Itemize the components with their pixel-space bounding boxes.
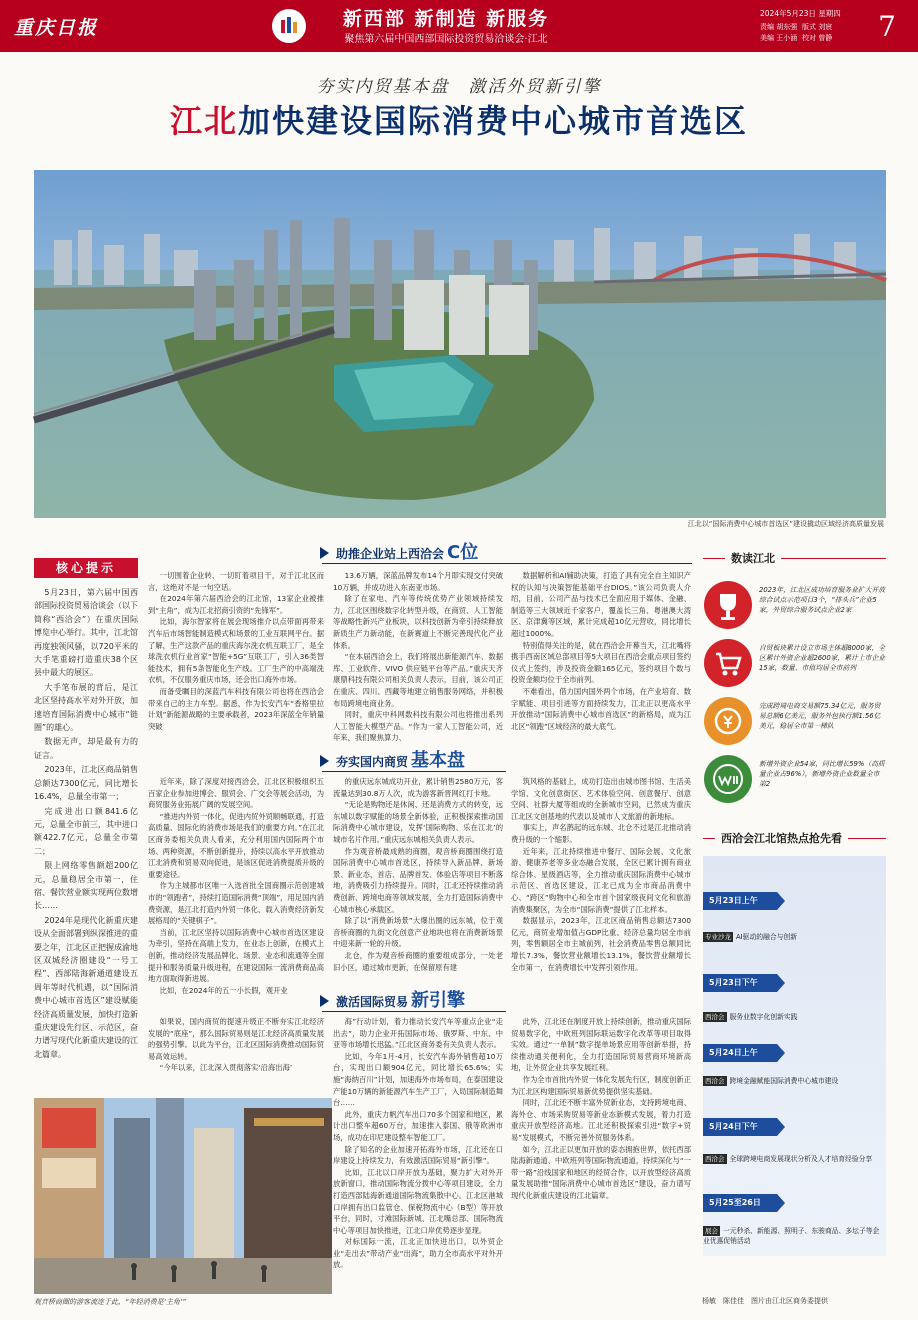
article-column — [333, 776, 503, 984]
section-heading-text: 夯实国内商贸 — [336, 755, 409, 769]
section-heading-text: 激活国际贸易 — [336, 995, 409, 1009]
section-heading-accent: 基本盘 — [411, 750, 466, 771]
article-paragraph: 如果说，国内商贸的提速升级正不断夯实江北经济发展的“底座”，那么国际贸易则是江北经济高质量发展的强势引擎。以此为平台，江北区国际消费推动国际贸易高效运转。 — [148, 1017, 324, 1061]
core-paragraph: 大手笔布展的背后，是江北区坚持高水平对外开放，加速培育国际消费中心城市“链圈”的雄心。 — [34, 682, 138, 733]
section-heading-2 — [322, 750, 506, 772]
article-paragraph: 比如，今年1月-4月，长安汽车海外销售超10万台，实现出口额904亿元，同比增长65.6%；实施“海纳百川”计划，加速海外市场布局，在泰国建设产能10万辆的新能源汽车生产工厂，入局国际制造舞台…… — [333, 1051, 503, 1108]
article-paragraph: “今年以来，江北深入贯彻落实‘沿海出海’ — [159, 1063, 293, 1073]
core-tip-label: 核心提示 — [34, 558, 138, 578]
editor-credit: 版式 刘宸 — [802, 23, 833, 31]
article-column — [148, 776, 324, 995]
schedule-venue: 西洽会 — [705, 1077, 725, 1085]
article-paragraph: 数据解析和AI辅助决策，打造了具有完全自主知识产权的认知与决策智能基础平台DIOS。”该公司负责人介绍，目前，公司产品与技术已全面应用于媒体、金融、制造等三大领域近千家客户，覆盖长三角、粤港澳大湾区、京津冀等区域，累计完成超10亿元营收，同比增长超过1000%。 — [511, 571, 691, 638]
article-paragraph: 除了以“消费新场景”大爆出圈的远东城，位于观音桥商圈的九街文化创意产业地块也将在消费新场景中迎来新一轮的升级。 — [333, 916, 503, 949]
hero-caption: 江北以“国际消费中心城市首选区”建设撬动区域经济高质量发展 — [687, 520, 884, 528]
data-card-text: 新增外资企业54家，同比增长59%（高质量企业占96%），新增外资企业数量全市第2 — [759, 760, 885, 788]
article-paragraph: “无论是购物还是休闲、还是消费方式的转变，远东城以数字赋能的场景全新体验，正积极探索推动国际消费中心城市建设，发挥‘国际购物、乐在江北’的城市名片作用。”重庆远东城相关负责人表示。 — [333, 800, 503, 844]
schedule-date: 5月24日上午 — [703, 1044, 777, 1062]
cart-icon — [703, 638, 753, 688]
masthead — [0, 0, 918, 52]
headline-highlight: 江北 — [169, 102, 238, 140]
core-paragraph: 完成进出口额841.6亿元，总量全市前三，其中进口额422.7亿元，总量全市第二； — [34, 806, 138, 856]
schedule-text: 一元秒杀、新能源、照明子、东骏商品、多坛子等企业优惠促销活动 — [703, 1227, 880, 1245]
schedule-venue: 专业沙龙 — [705, 933, 731, 941]
headline-rest: 加快建设国际消费中心城市首选区 — [238, 102, 749, 140]
issue-date: 2024年5月23日 星期四 — [760, 9, 841, 18]
newspaper-logo: 重庆日报 — [14, 17, 99, 39]
hero-photo — [34, 170, 886, 518]
data-panel-title: 数读江北 — [725, 550, 781, 566]
schedule-item — [703, 932, 886, 942]
data-card-text: 2023年，江北区成功培育服务业扩大开放综合试点示范项目3个，“排头兵”企业5家，外贸综合服务试点企业2家 — [759, 586, 886, 614]
schedule-item — [703, 1012, 886, 1022]
article-paragraph: 当前，江北区坚持以国际消费中心城市首选区建设为牵引，坚持在高端上发力，在业态上创新，在模式上创新，推动经济发展品牌化、场景、业态和流通等全面提升和服务质量升级进程，在建设国际一流消费商品高地方面取得新进展。 — [148, 927, 324, 984]
schedule-item — [703, 1226, 886, 1246]
win-icon — [703, 754, 753, 804]
schedule-date: 5月23日下午 — [703, 974, 777, 992]
article-paragraph: 同时，重庆中科网数科技有限公司也将推出系列人工智能大模型产品。“作为一家人工智能公司，近年来，我们聚焦算力、 — [333, 710, 503, 743]
editor-credit: 责编 胡东强 — [760, 23, 798, 31]
article-paragraph: 比如，海尔智家将在展会现场推介以点带面再带来汽车后市场智能制造模式和场景的工业互联网平台。据了解，生产这款产品的重庆海尔洗衣机互联工厂，是全球洗衣机行业首家“智能+5G”互联工厂，引入36类智能技术，拥有5条智能化生产线。工厂生产的中高端洗衣机，不仅服务重庆市场，还会出口海外市场。 — [148, 617, 324, 685]
article-column — [148, 1016, 324, 1092]
article-column — [333, 570, 503, 746]
article-paragraph: 海”行动计划，着力推动长安汽车等重点企业“走出去”，助力企业开拓国际市场、俄罗斯、中东、中亚等市场增长迅猛。”江北区商务委有关负责人表示。 — [333, 1017, 503, 1050]
core-paragraph: 2024年是现代化新重庆建设从全面部署到纵深推进的重要之年，江北区正把握成渝地区双城经济圈建设“一号工程”、西部陆海新通道建设五周年等时代机遇，以“国际消费中心城市首选区”建设赋能经济高质量发展，加快打造新重庆建设先行区、示范区，奋力谱写现代化新重庆建设的江北篇章。 — [34, 915, 138, 1059]
page-number: 7 — [878, 10, 896, 43]
article-paragraph: 13.6万辆，深蓝品牌发布14个月即实现交付突破10万辆，并成功进入东南亚市场。 — [333, 571, 503, 592]
schedule-title: 西洽会江北馆热点抢先看 — [715, 830, 848, 846]
article-paragraph: 近年来，江北持续推进中餐厅、国际会展、文化旅游、健康养老等多业态融合发展，全区已累计拥有商业综合体、星级酒店等，全力推动重庆国际消费中心城市示范区、首选区建设，江北已成为全市商品消费中心、“跨区”购物中心和全市首个国家级夜间文化和旅游消费集聚区，为全市“国际消费”提供了江北样本。 — [511, 846, 691, 914]
schedule-date: 5月25至26日 — [703, 1194, 777, 1212]
schedule-venue: 西洽会 — [705, 1013, 725, 1021]
article-paragraph: 此外，江北还在制度开放上持续创新，推动重庆国际贸易数字化，中欧班列国际联运数字化改革等项目取得实效。通过“一单制”数字提单场景应用等创新举措，持续推动通关便利化，全力打造国际贸易营商环境新高地，让外贸企业共享发展红利。 — [511, 1017, 691, 1073]
schedule-text: AI驱动的融合与创新 — [736, 933, 798, 941]
schedule-text: 服务业数字化创新实践 — [729, 1013, 798, 1021]
section-heading-3 — [322, 990, 506, 1012]
data-card — [703, 754, 886, 804]
core-paragraph: 数据无声，却是最有力的证言。 — [34, 737, 138, 760]
article-paragraph: 在2024年第六届西洽会的江北馆，13家企业被推到“主角”，成为江北招商引资的“先锋军”。 — [148, 594, 324, 615]
core-paragraph: 限上网络零售额超200亿元，总量稳居全市第一，住宿、餐饮营业额实现两位数增长…… — [34, 861, 138, 911]
data-card-text: 完成跨境电商交易额75.34亿元，服务贸易总额6亿美元，服务外包执行额1.56亿美元，稳居全市第一梯队 — [759, 702, 881, 730]
data-panel-header — [703, 548, 886, 570]
article-paragraph: 作为主城都市区唯一入选首批全国商圈示范创建城市的“领跑者”，持续打造国际消费“顶端”，用足国内消费资源，是江北打造内外贸一体化、载入消费经济新发展格局的“关键棋子”。 — [148, 881, 324, 926]
article-paragraph: 比如，在2024年的五一小长假，观开业 — [159, 985, 288, 995]
schedule-text: 跨境金融赋能国际消费中心城市建设 — [729, 1077, 839, 1085]
article-paragraph: 除了在家电、汽车等传统优势产业领域持续发力，江北区围绕数字化转型升级，在商贸、人工智能等战略性新兴产业板块，以科技创新为牵引持续释放新质生产力新动能，在新赛道上不断完善现代化产业体系。 — [333, 594, 503, 650]
data-card — [703, 696, 886, 746]
editor-credits — [760, 22, 850, 44]
article-column — [511, 776, 691, 984]
article-paragraph: 特别值得关注的是，就在西洽会开幕当天，江北嘴将携手西南区域总部项目等5大项目在西洽会重点项目签约仪式上签约，涉及投资金额165亿元，签约项目个数与投资金额均位于全市前列。 — [511, 640, 691, 685]
expo-badge-icon — [272, 9, 306, 43]
section-heading-accent: C位 — [447, 542, 479, 563]
article-column — [333, 1016, 503, 1296]
article-paragraph: 的重庆远东城成功开业，累计销售2580万元，客流量达到30.8万人次，成为游客新晋网红打卡地。 — [333, 777, 503, 798]
article-paragraph: 一切围着企业转、一切盯着项目干，对于江北区而言，这绝对不是一句空话。 — [148, 571, 324, 592]
article-paragraph: 比如，江北以口岸开放为基础，聚力扩大对外开放新窗口，推动国际物流分拨中心等项目建设，全力打造西部陆海新通道国际物流集散中心。江北区港城口岸拥有出口监管仓、保税物流中心（B型）等开放平台，同时，寸滩国际新城、江北嘴总部、国际物流中心等项目加快推进，江北口岸优势逐步显现。 — [333, 1167, 503, 1235]
article-paragraph: “推进内外贸一体化，促进内贸外贸顺畅联通，打造高质量、国际化的消费市场是我们的重要方向。”在江北区商务委相关负责人看来，充分利用国内国际两个市场、两种资源，不断创新提升，持续以高水平开放推动江北消费和贸易双向促进，是该区促进消费提质升级的重要途径。 — [148, 811, 324, 879]
editor-credit: 美编 王小涵 — [760, 34, 798, 42]
schedule-venue: 展会 — [705, 1227, 718, 1235]
byline: 杨敏 陈佳佳 图片由江北区商务委提供 — [702, 1297, 828, 1305]
data-card — [703, 638, 886, 688]
schedule-text: 全球跨境电商发展现状分析及人才培育经验分享 — [729, 1155, 873, 1163]
article-paragraph: 而备受瞩目的深蓝汽车科技有限公司也将在西洽会带来自己的主力车型。据悉，作为长安汽车“香格里拉计划”新能源战略的主要承载者，2023年深蓝全年销量突破 — [148, 686, 324, 731]
data-card-text: 自贸板块累计设立市场主体超8000家，全区累计外资企业超2600家，累计上市企业15家，数量、市值均居全市前列 — [759, 644, 886, 672]
article-column — [511, 1016, 691, 1296]
core-paragraph: 5月23日，第六届中国西部国际投资贸易洽谈会（以下简称“西洽会”）在重庆国际博览中心举行。其中，江北馆再度独领风骚，以720平米的大手笔重磅打造重庆38个区县中最大的展区。 — [34, 588, 138, 678]
article-column — [148, 570, 324, 746]
article-paragraph: 事实上，声名鹊起的远东城、北仓不过是江北推动消费升级的一个缩影。 — [511, 823, 691, 844]
core-tip-text — [34, 586, 138, 1062]
schedule-venue: 西洽会 — [705, 1155, 725, 1163]
section-subtitle: 聚焦第六届中国西部国际投资贸易洽谈会·江北 — [344, 34, 548, 45]
street-photo-caption: 观音桥商圈的游客流连于此，“年轻消费是‘主角’” — [34, 1298, 186, 1306]
core-paragraph: 2023年，江北区商品销售总额达7300亿元，同比增长16.4%，总量全市第一； — [34, 765, 138, 802]
section-heading-1 — [322, 542, 692, 564]
schedule-item — [703, 1154, 886, 1164]
section-heading-accent: 新引擎 — [411, 990, 466, 1011]
section-heading-text: 助推企业站上西洽会 — [336, 547, 445, 561]
article-paragraph: 除了知名的企业加速开拓海外市场，江北还在口岸建设上持续发力，有效激活国际贸易“新引擎”。 — [333, 1144, 503, 1166]
article-paragraph: 数据显示，2023年，江北区商品销售总额达7300亿元，商贸业增加值占GDP比重、经济总量均居全市前列，零售额居全市主城前列，社会消费品零售总额同比增长7.3%，餐饮营业额增长13.1%，餐饮营业额增长全市第一，在消费增长中发挥引领作用。 — [511, 916, 691, 972]
editor-credit: 校对 曾静 — [802, 34, 833, 42]
trophy-icon — [703, 580, 753, 630]
article-paragraph: 此外，重庆力帆汽车出口70多个国家和地区，累计出口整车超60万台，加速推入泰国、俄等欧洲市场，成功在印尼建设整车智能工厂。 — [333, 1109, 503, 1142]
article-paragraph: 对标国际一流，江北正加快进出口，以外贸企业“走出去”带动产业“出海”，助力全市高水平对外开放。 — [333, 1237, 503, 1270]
schedule-item — [703, 1076, 886, 1086]
schedule-date: 5月23日上午 — [703, 892, 777, 910]
article-paragraph: 作为全市首批内外贸一体化发展先行区，制度创新正为江北区构建国际贸易新优势提供坚实基础。 — [511, 1074, 691, 1096]
article-paragraph: 不难看出，借力国内国外两个市场，在产业培育、数字赋能、项目引进等方面持续发力，江北正以更高水平开放推动“国际消费中心城市首选区”的新格局，成为江北区“领跑”区域经济的最大底气。 — [511, 686, 691, 731]
article-paragraph: 作为观音桥最成熟的商圈，观音桥商圈围绕打造国际消费中心城市首选区，持续导入新品牌、新场景、新业态，首店、品牌首发、体验店等项目不断落地，消费吸引力持续提升。同时，江北还持续推动消费创新、跨境电商等领域发展，全力打造国际消费中心城市核心承载区。 — [333, 846, 503, 914]
article-paragraph: 北仓，作为观音桥商圈的重要组成部分，一处老旧小区，通过城市更新，在保留原有建 — [333, 950, 503, 972]
section-title: 新西部 新制造 新服务 — [342, 8, 550, 30]
article-paragraph: 如今，江北正以更加开放的姿态拥抱世界，依托西部陆海新通道、中欧班列等国际物流通道，持续深化与“一带一路”沿线国家和地区的经贸合作，以开放型经济高质量发展助推“国际消费中心城市首选区”建设，奋力谱写现代化新重庆建设的江北篇章。 — [511, 1144, 691, 1200]
article-paragraph: “在本届西洽会上，我们将展出新能源汽车、数据库、工业软件、VIVO 供应链平台等产品。”重庆天齐康鼎科技有限公司相关负责人表示，目前，该公司正在重庆、四川、西藏等地建立销售服务网络，并积极布局跨境电商业务。 — [333, 652, 503, 708]
data-card — [703, 580, 886, 630]
article-column — [511, 570, 691, 746]
headline-kicker: 夯实内贸基本盘 激活外贸新引擎 — [316, 77, 602, 97]
headline — [0, 96, 918, 142]
coin-icon — [703, 696, 753, 746]
article-paragraph: 筑风格的基础上，成功打造出由城市图书馆、生活美学馆、文化创意街区、艺术体验空间、创意餐厅、创意空间、社群大厦等组成的全新城市空间，已然成为重庆江北区文创基地的代表以及城市人文旅游的新地标。 — [511, 777, 691, 821]
article-paragraph: 同时，江北还不断丰富外贸新业态，支持跨境电商、海外仓、市场采购贸易等新业态新模式发展，着力打造重庆开放型经济高地。江北还积极探索引进“数字+贸易”发展模式，不断完善外贸服务体系。 — [511, 1098, 691, 1142]
schedule-header — [703, 828, 886, 850]
schedule-date: 5月24日下午 — [703, 1118, 777, 1136]
article-paragraph: 近年来，除了深度对接西洽会，江北区积极组织五百家企业参加进博会、服贸会、广交会等展会活动，为商贸服务业拓展广阔的发展空间。 — [148, 777, 324, 810]
street-photo — [34, 1098, 332, 1294]
